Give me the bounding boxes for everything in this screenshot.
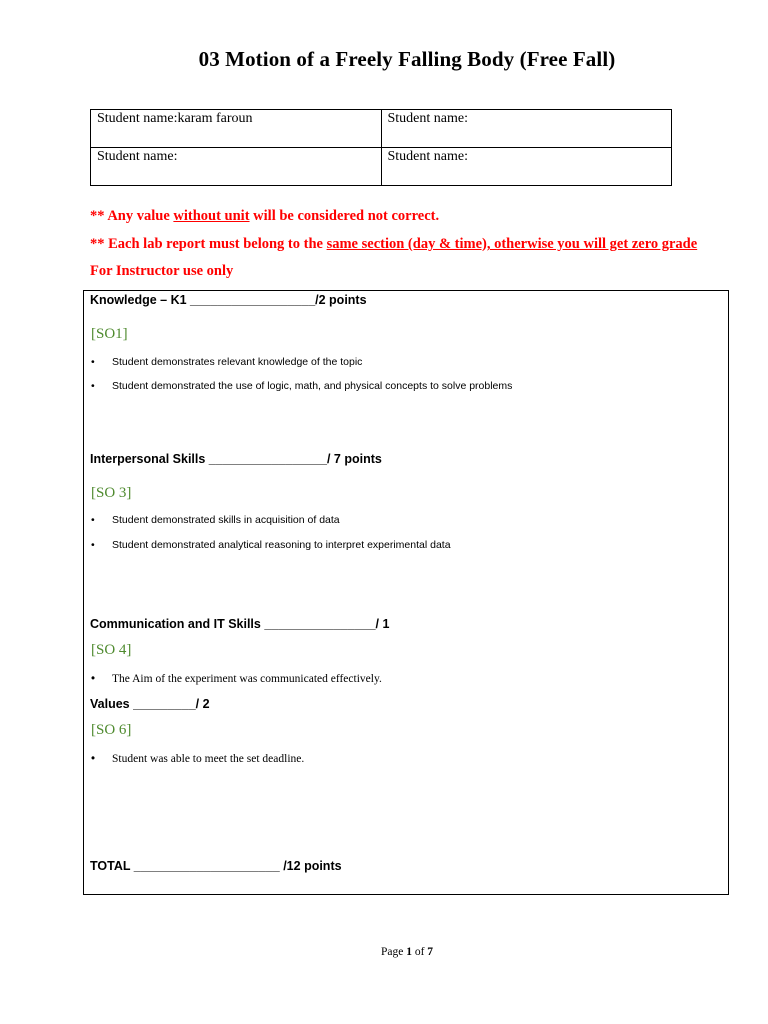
list-item-text: Student demonstrated the use of logic, math, and physical concepts to solve problems [112,380,513,392]
list-item [91,380,512,392]
list-item [91,673,382,685]
note-underlined-text: without unit [173,208,250,224]
so3-label: [SO 3] [91,485,132,501]
page-title: 03 Motion of a Freely Falling Body (Free Fall) [198,47,616,71]
knowledge-heading: Knowledge – K1 __________________/2 points [90,293,367,307]
student-names-table [90,109,672,186]
list-item-text: Student demonstrates relevant knowledge of the topic [112,356,363,368]
list-item [91,356,362,368]
total-pages: 7 [427,946,434,958]
note-text: ** Any value [90,208,174,224]
bullet-icon: • [91,380,95,392]
list-item-text: Student demonstrated analytical reasoning to interpret experimental data [112,539,451,551]
bullet-icon: • [91,356,95,368]
interpersonal-heading: Interpersonal Skills _________________/ 7 points [90,452,382,466]
page-number [0,946,768,958]
bullet-icon: • [91,673,96,685]
instructor-use-note: For Instructor use only [90,263,234,279]
note-underlined-text: same section (day & time), otherwise you will get zero grade [326,236,698,252]
list-item-text: The Aim of the experiment was communicated effectively. [112,673,382,685]
bullet-icon: • [91,539,95,551]
student-name-cell: Student name: [91,148,382,186]
student-name-cell: Student name:karam faroun [91,110,382,148]
values-heading: Values _________/ 2 [90,697,210,711]
total-heading: TOTAL _____________________ /12 points [90,859,342,873]
list-item-text: Student was able to meet the set deadline. [112,753,305,765]
list-item-text: Student demonstrated skills in acquisition of data [112,514,340,526]
table-row [91,110,672,148]
list-item [91,753,304,765]
so6-label: [SO 6] [91,722,132,738]
communication-heading: Communication and IT Skills ________________/ 1 [90,617,390,631]
note-text: ** Each lab report must belong to the [90,236,327,252]
list-item [91,539,451,551]
unit-warning-note [90,208,439,225]
current-page: 1 [406,946,412,958]
bullet-icon: • [91,753,96,765]
note-text: will be considered not correct. [249,208,440,224]
page-label: of [411,946,428,958]
student-name-cell: Student name: [381,110,672,148]
so1-label: [SO1] [91,326,128,342]
page-label: Page [380,946,407,958]
table-row [91,148,672,186]
student-name-cell: Student name: [381,148,672,186]
bullet-icon: • [91,514,95,526]
section-warning-note [90,236,697,253]
list-item [91,514,340,526]
so4-label: [SO 4] [91,642,132,658]
